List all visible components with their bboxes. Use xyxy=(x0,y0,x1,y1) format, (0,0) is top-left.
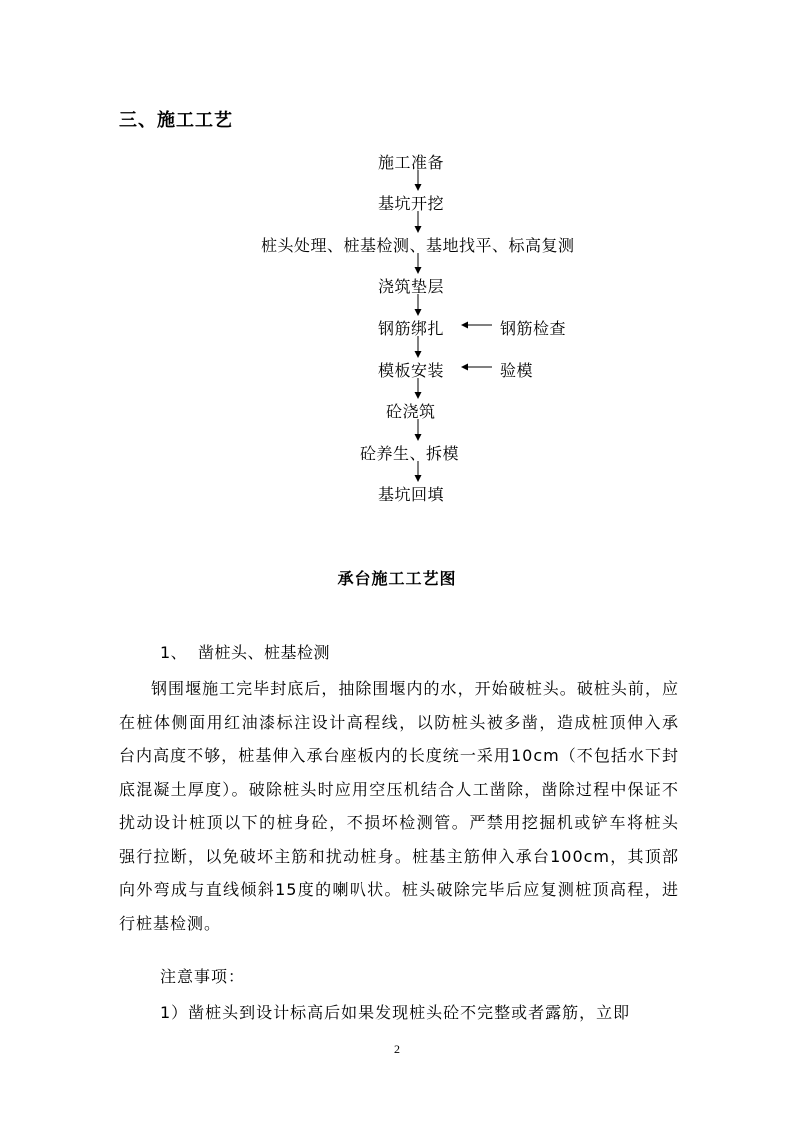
flow-step-pile-head-treatment: 桩头处理、桩基检测、基地找平、标高复测 xyxy=(261,236,575,255)
process-flowchart xyxy=(0,0,794,520)
flow-step-rebar-binding: 钢筋绑扎 xyxy=(378,319,445,338)
page-number: 2 xyxy=(394,1042,400,1056)
note-item: 1）凿桩头到设计标高后如果发现桩头砼不完整或者露筋，立即 xyxy=(160,1003,631,1022)
body-paragraph xyxy=(119,672,679,940)
notes-heading: 注意事项： xyxy=(160,967,246,986)
subsection-title: 凿桩头、桩基检测 xyxy=(198,643,331,662)
flow-input-rebar-inspection: 钢筋检查 xyxy=(500,319,567,338)
figure-caption: 承台施工工艺图 xyxy=(337,569,457,588)
flow-step-curing: 砼养生、拆模 xyxy=(360,444,460,463)
flow-step-concrete-pouring: 砼浇筑 xyxy=(386,402,436,421)
flow-step-cushion-pouring: 浇筑垫层 xyxy=(378,277,445,296)
flow-step-preparation: 施工准备 xyxy=(378,153,445,172)
flow-step-formwork: 模板安装 xyxy=(378,361,445,380)
section-heading: 三、施工工艺 xyxy=(119,110,233,131)
flow-input-formwork-inspection: 验模 xyxy=(500,361,534,380)
subsection-number: 1、 xyxy=(160,643,188,662)
flow-step-excavation: 基坑开挖 xyxy=(378,194,445,213)
flow-step-backfill: 基坑回填 xyxy=(378,485,445,504)
subsection-heading xyxy=(160,640,330,663)
paragraph-text: 钢围堰施工完毕封底后，抽除围堰内的水，开始破桩头。破桩头前，应在桩体侧面用红油漆标注设计高程线，以防桩头被多凿，造成桩顶伸入承台内高度不够，桩基伸入承台座板内的长度统一采用10cm（不包括水下封底混凝土厚度）。破除桩头时应用空压机结合人工凿除，凿除过程中保证不扰动设计桩顶以下的桩身砼，不损坏检测管。严禁用挖掘机或铲车将桩头强行拉断，以免破坏主筋和扰动桩身。桩基主筋伸入承台100cm，其顶部向外弯成与直线倾斜15度的喇叭状。桩头破除完毕后应复测桩顶高程，进行桩基检测。 xyxy=(119,679,679,933)
